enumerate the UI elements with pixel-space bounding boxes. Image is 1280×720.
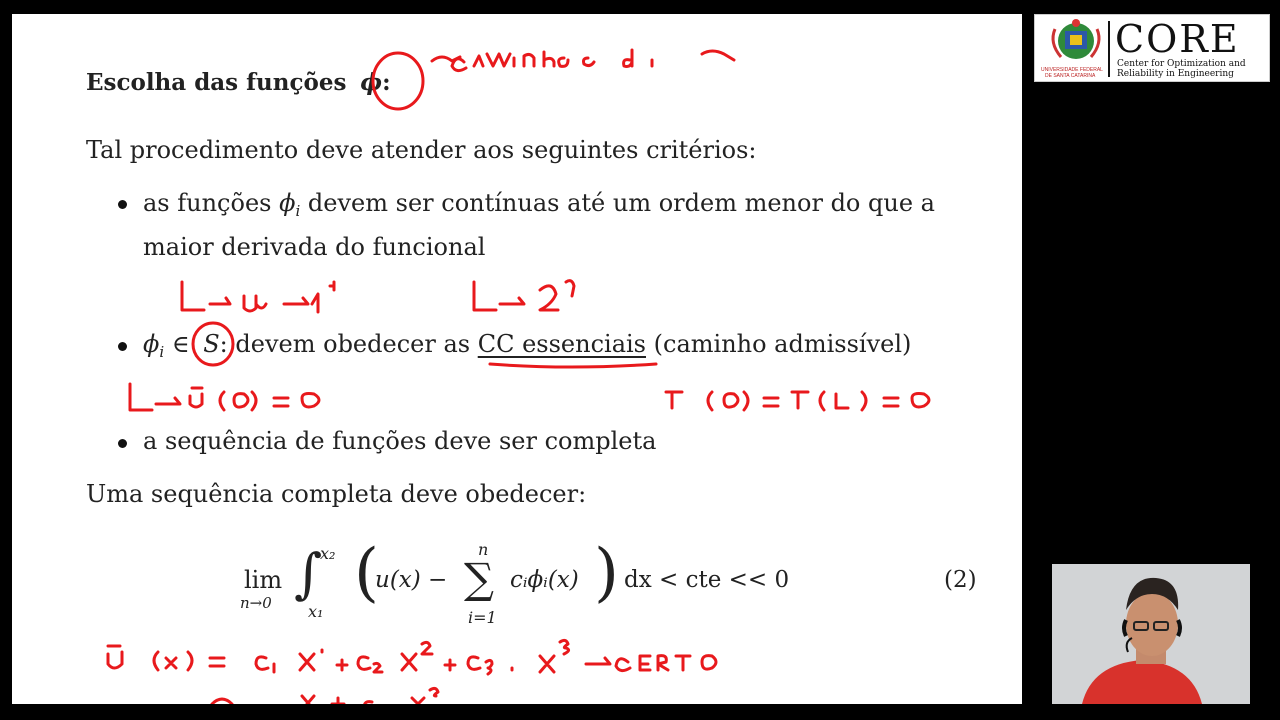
- ink-note7: [212, 688, 438, 704]
- heading-text: Escolha das funções: [86, 69, 347, 96]
- ufsc-text-1: UNIVERSIDADE FEDERAL: [1041, 67, 1103, 73]
- bullet-dot: [118, 342, 127, 351]
- bullet-2-sub: i: [159, 343, 165, 361]
- ink-note3: [474, 281, 574, 310]
- bullet-2-in: ∈: [171, 330, 190, 358]
- bullet-1-post: devem ser contínuas até um ordem menor do que a: [307, 189, 935, 217]
- eq-right-paren: ): [594, 536, 619, 610]
- logo-divider: [1108, 21, 1110, 77]
- eq-upper-limit: x₂: [320, 544, 336, 563]
- ink-underline-cc: [490, 364, 656, 367]
- eq-integral: ∫: [294, 542, 323, 605]
- core-word: CORE: [1115, 17, 1240, 61]
- core-subtitle-2: Reliability in Engineering: [1117, 69, 1234, 79]
- eq-sum-term: cᵢϕᵢ(x): [510, 567, 579, 593]
- eq-tail: dx < cte << 0: [624, 567, 790, 593]
- ufsc-crest-icon: [1041, 17, 1111, 65]
- ufsc-text-2: DE SANTA CATARINA: [1045, 73, 1096, 79]
- ink-note1: [432, 50, 734, 71]
- bullet-dot: [118, 200, 127, 209]
- bullet-2-set: S: [203, 330, 220, 358]
- core-subtitle-1: Center for Optimization and: [1117, 59, 1246, 69]
- presenter-image: [1052, 564, 1250, 704]
- eq-sum: ∑: [464, 554, 494, 603]
- sequence-intro: Uma sequência completa deve obedecer:: [86, 480, 587, 508]
- bullet-2-colon: :: [219, 330, 228, 358]
- bullet-2-underlined: CC essenciais: [477, 330, 646, 358]
- intro-text: Tal procedimento deve atender aos seguintes critérios:: [86, 136, 757, 164]
- bullet-3-text: a sequência de funções deve ser completa: [143, 427, 657, 455]
- slide-page: [12, 14, 1022, 704]
- eq-body-pre: u(x) −: [375, 567, 448, 593]
- institution-logo: [1034, 14, 1270, 82]
- bullet-1-line2: maior derivada do funcional: [143, 233, 486, 261]
- ink-note4: [130, 384, 319, 410]
- bullet-2-mid: devem obedecer as: [235, 330, 471, 358]
- ink-note5: [666, 392, 929, 410]
- eq-left-paren: (: [354, 536, 379, 610]
- ink-note2: [182, 282, 334, 312]
- eq-sum-bottom: i=1: [468, 608, 497, 627]
- bullet-1-sub: i: [295, 202, 301, 220]
- bullet-2-post: (caminho admissível): [653, 330, 912, 358]
- bullet-1-pre: as funções: [143, 189, 272, 217]
- ink-note6: [108, 640, 716, 674]
- eq-lim: lim: [244, 566, 283, 594]
- eq-lower-limit: x₁: [308, 602, 324, 621]
- slide-heading: [86, 69, 391, 96]
- bullet-1-line1: [143, 189, 935, 220]
- bullet-2-phi: ϕ: [143, 330, 160, 358]
- bullet-1-phi: ϕ: [279, 189, 296, 217]
- heading-phi-symbol: ϕ: [360, 69, 383, 96]
- eq-lim-sub: n→0: [240, 594, 272, 612]
- eq-sum-top: n: [478, 540, 489, 559]
- webcam-video: [1052, 564, 1250, 704]
- bullet-2-line: [143, 330, 911, 361]
- eq-number: (2): [944, 567, 977, 593]
- bullet-dot: [118, 439, 127, 448]
- heading-colon: :: [382, 69, 391, 96]
